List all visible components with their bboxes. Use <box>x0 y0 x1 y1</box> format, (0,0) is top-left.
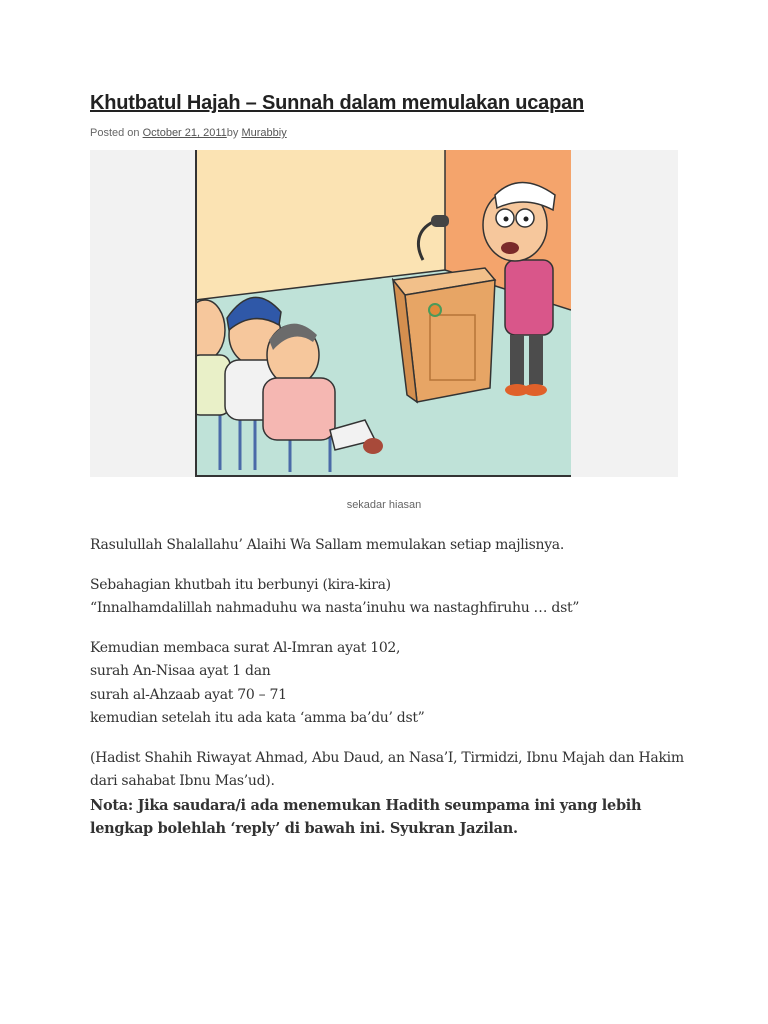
post-content <box>90 534 690 841</box>
post-meta <box>90 127 680 139</box>
by-label: by <box>226 127 242 139</box>
post-illustration <box>90 150 678 477</box>
post-header <box>90 92 680 139</box>
posted-on-label: Posted on <box>90 127 143 139</box>
text-line: surah al-Ahzaab ayat 70 – 71 <box>90 686 287 703</box>
nota-line: Nota: Jika saudara/i ada menemukan Hadith seumpama ini yang lebih <box>90 796 642 814</box>
paragraph-intro: Rasulullah Shalallahu’ Alaihi Wa Sallam memulakan setiap majlisnya. <box>90 537 565 553</box>
text-line: dari sahabat Ibnu Mas’ud). <box>90 773 275 789</box>
paragraph-surah <box>90 637 690 731</box>
paragraph-khutbah <box>90 574 690 621</box>
text-line: surah An-Nisaa ayat 1 dan <box>90 663 271 679</box>
cartoon-speech-image <box>195 150 571 477</box>
text-line: “Innalhamdalillah nahmaduhu wa nasta’inuhu wa nastaghfiruhu … dst” <box>90 600 580 616</box>
nota-line: lengkap bolehlah ‘reply’ di bawah ini. Syukran Jazilan. <box>90 820 518 837</box>
paragraph-hadith-source <box>90 747 690 841</box>
image-caption: sekadar hiasan <box>346 499 422 511</box>
text-line: Sebahagian khutbah itu berbunyi (kira-kira) <box>90 576 391 593</box>
post-title[interactable]: Khutbatul Hajah – Sunnah dalam memulakan ucapan <box>90 92 585 114</box>
text-line: Kemudian membaca surat Al-Imran ayat 102, <box>90 639 401 656</box>
text-line: (Hadist Shahih Riwayat Ahmad, Abu Daud, an Nasa’I, Tirmidzi, Ibnu Majah dan Hakim <box>90 749 684 766</box>
post-date-link[interactable]: October 21, 2011 <box>142 127 227 139</box>
text-line: kemudian setelah itu ada kata ‘amma ba’du’ dst” <box>90 710 425 726</box>
author-link[interactable]: Murabbiy <box>241 127 287 139</box>
